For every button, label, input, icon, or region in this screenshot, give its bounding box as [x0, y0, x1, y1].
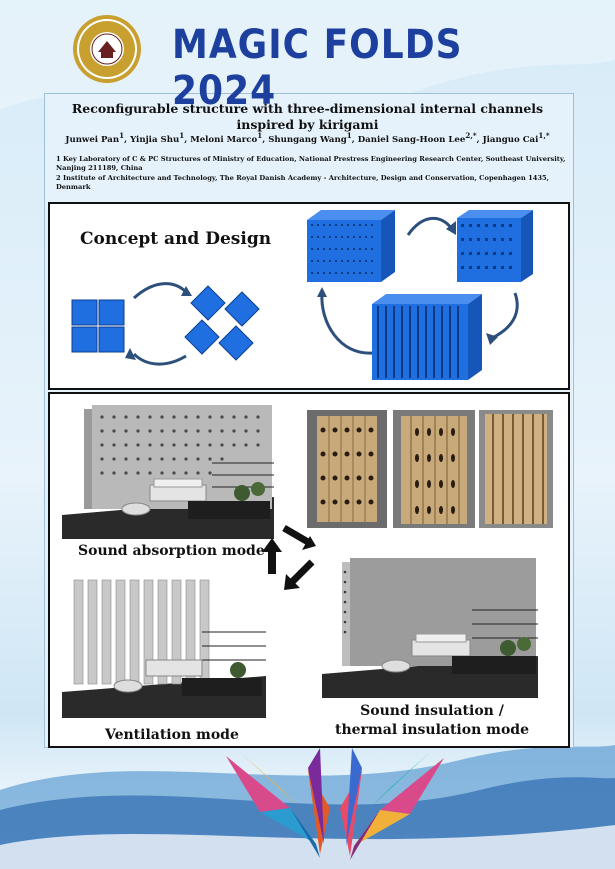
kirigami-rotation-diagram [62, 278, 264, 368]
mode-cycle-arrows [262, 520, 330, 600]
author: Daniel Sang-Hoon Lee$^{2,*}$, [357, 131, 483, 145]
affiliation-2: 2 Institute of Architecture and Technology, The Royal Danish Academy - Architecture, Design and Conservation, Copenhagen 1435, Denmark [56, 174, 550, 191]
arrow-down-right-icon [284, 528, 316, 550]
affiliation-1-line-2: Nanjing 211189, China [56, 164, 143, 172]
author: Junwei Pan$^1$, [65, 131, 131, 145]
sound-absorption-label: Sound absorption mode [78, 543, 265, 559]
origami-birds-decoration [220, 748, 450, 866]
sound-insulation-render [322, 552, 538, 698]
author: Jianguo Cai$^{1,*}$ [482, 131, 550, 145]
sound-insulation-label-line-2: thermal insulation mode [335, 722, 529, 738]
poster-title: MAGIC FOLDS 2024 [172, 22, 463, 114]
author: Meloni Marco$^1$, [190, 131, 269, 145]
sound-insulation-label-line-1: Sound insulation / [360, 703, 504, 719]
wood-prototype-half-open [393, 410, 475, 528]
wood-prototype-open [479, 410, 553, 528]
arrow-down-left-icon [284, 562, 312, 590]
paper-title-line-1: Reconfigurable structure with three-dimensional internal channels [71, 101, 544, 116]
university-seal-logo [72, 14, 142, 84]
ventilation-label: Ventilation mode [105, 727, 239, 743]
author-list [60, 131, 555, 145]
ventilation-mode-render [62, 572, 266, 718]
arrow-up-icon [262, 538, 282, 574]
author: Shungang Wang$^1$, [268, 131, 358, 145]
sound-absorption-render [62, 397, 274, 539]
concept-heading: Concept and Design [80, 229, 272, 249]
author: Yinjia Shu$^1$, [130, 131, 191, 145]
paper-title-line-2: inspired by kirigami [236, 117, 379, 132]
affiliation-1-line-1: 1 Key Laboratory of C & PC Structures of Ministry of Education, National Prestress Engineering Research Center, Southeast University, [56, 155, 566, 163]
wood-prototype-closed [307, 410, 387, 528]
block-transition-arrows [290, 205, 550, 375]
